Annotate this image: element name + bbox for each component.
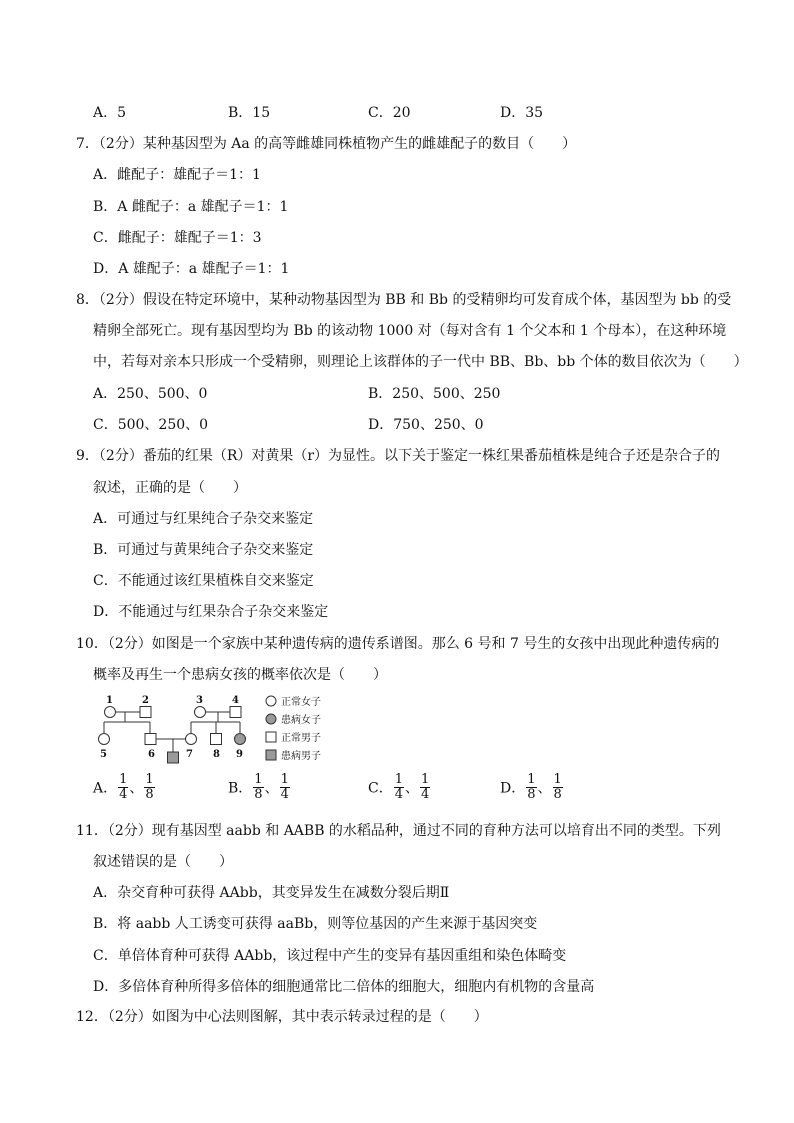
q11-option-c: C．单倍体育种可获得 AAbb，该过程中产生的变异有基因重组和染色体畸变 — [93, 948, 567, 964]
pedigree-number-1: 1 — [106, 695, 113, 706]
pedigree-number-7: 7 — [186, 749, 193, 760]
q8-option-c: C．500、250、0 — [93, 417, 209, 433]
q10-stem-line-1: 10．（2分）如图是一个家族中某种遗传病的遗传系谱图。那么 6 号和 7 号生的女孩中出现此种遗传病的 — [76, 636, 720, 652]
q10-option-b: B． $\frac{1}{8}$ 、 $\frac{1}{4}$ — [228, 772, 289, 802]
q6-option-d: D．35 — [500, 105, 544, 121]
legend-normal-female-label: 正常女子 — [281, 697, 321, 708]
q9-stem-line-2: 叙述，正确的是（ ） — [93, 480, 247, 496]
q6-option-b: B．15 — [228, 105, 271, 121]
q11-option-b: B．将 aabb 人工诱变可获得 aaBb，则等位基因的产生来源于基因突变 — [93, 916, 538, 932]
q11-stem-line-1: 11．（2分）现有基因型 aabb 和 AABB 的水稻品种，通过不同的育种方法可以培育出不同的类型。下列 — [76, 823, 721, 839]
pedigree-number-8: 8 — [213, 749, 220, 760]
legend-affected-male-label: 患病男子 — [281, 751, 321, 762]
q7-stem: 7．（2分）某种基因型为 Aa 的高等雌雄同株植物产生的雌雄配子的数目（ ） — [76, 136, 577, 152]
q8-stem-line-1: 8．（2分）假设在特定环境中，某种动物基因型为 BB 和 Bb 的受精卵均可发育成个体，基因型为 bb 的受 — [76, 292, 732, 308]
q11-stem-line-2: 叙述错误的是（ ） — [93, 854, 233, 870]
pedigree-individual-6 — [145, 734, 156, 745]
legend-normal-female-symbol — [266, 696, 276, 706]
q10-stem-line-2: 概率及再生一个患病女孩的概率依次是（ ） — [93, 667, 387, 683]
q11-option-a: A．杂交育种可获得 AAbb，其变异发生在减数分裂后期Ⅱ — [93, 885, 450, 901]
pedigree-individual-9 — [235, 734, 246, 745]
q10-option-a: A． $\frac{1}{4}$ 、 $\frac{1}{8}$ — [93, 772, 154, 802]
pedigree-child-affected-male — [168, 752, 179, 763]
pedigree-number-6: 6 — [148, 749, 155, 760]
q9-option-c: C．不能通过该红果植株自交来鉴定 — [93, 573, 314, 589]
pedigree-number-5: 5 — [100, 749, 107, 760]
q6-option-c: C．20 — [368, 105, 411, 121]
q7-option-a: A．雌配子：雄配子＝1：1 — [93, 167, 261, 183]
pedigree-individual-7 — [186, 734, 197, 745]
pedigree-number-2: 2 — [142, 695, 149, 706]
q10-option-d: D． $\frac{1}{8}$ 、 $\frac{1}{8}$ — [500, 772, 562, 802]
pedigree-individual-5 — [99, 734, 110, 745]
q9-stem-line-1: 9．（2分）番茄的红果（R）对黄果（r）为显性。以下关于鉴定一株红果番茄植株是纯合子还是杂合子的 — [76, 448, 721, 464]
pedigree-number-3: 3 — [196, 695, 203, 706]
q7-option-b: B．A 雌配子：a 雄配子＝1：1 — [93, 199, 289, 215]
q8-option-d: D．750、250、0 — [368, 417, 484, 433]
q10-option-c: C． $\frac{1}{4}$ 、 $\frac{1}{4}$ — [368, 772, 430, 802]
q7-option-d: D．A 雄配子：a 雄配子＝1：1 — [93, 261, 290, 277]
q8-option-b: B．250、500、250 — [368, 386, 501, 402]
pedigree-individual-1 — [105, 707, 116, 718]
q9-option-b: B．可通过与黄果纯合子杂交来鉴定 — [93, 542, 314, 558]
q9-option-d: D．不能通过与红果杂合子杂交来鉴定 — [93, 604, 329, 620]
q8-option-a: A．250、500、0 — [93, 386, 208, 402]
legend-affected-male-symbol — [266, 750, 276, 760]
pedigree-individual-3 — [195, 707, 206, 718]
q12-stem: 12．（2分）如图为中心法则图解，其中表示转录过程的是（ ） — [76, 1009, 488, 1025]
pedigree-number-9: 9 — [236, 749, 243, 760]
legend-affected-female-symbol — [266, 714, 276, 724]
q8-stem-line-3: 中，若每对亲本只形成一个受精卵，则理论上该群体的子一代中 BB、Bb、bb 个体的数目依次为（ ） — [93, 354, 748, 370]
q7-option-c: C．雌配子：雄配子＝1：3 — [93, 230, 262, 246]
pedigree-individual-4 — [230, 707, 241, 718]
pedigree-chart — [90, 690, 340, 770]
legend-normal-male-label: 正常男子 — [281, 733, 321, 744]
legend-affected-female-label: 患病女子 — [281, 715, 321, 726]
legend-normal-male-symbol — [266, 732, 276, 742]
q6-option-a: A．5 — [93, 105, 127, 121]
q8-stem-line-2: 精卵全部死亡。现有基因型均为 Bb 的该动物 1000 对（每对含有 1 个父本和 1 个母本），在这种环境 — [93, 323, 727, 339]
pedigree-individual-8 — [211, 734, 222, 745]
q9-option-a: A．可通过与红果纯合子杂交来鉴定 — [93, 511, 314, 527]
pedigree-number-4: 4 — [232, 695, 239, 706]
q11-option-d: D．多倍体育种所得多倍体的细胞通常比二倍体的细胞大，细胞内有机物的含量高 — [93, 979, 595, 995]
pedigree-individual-2 — [140, 707, 151, 718]
